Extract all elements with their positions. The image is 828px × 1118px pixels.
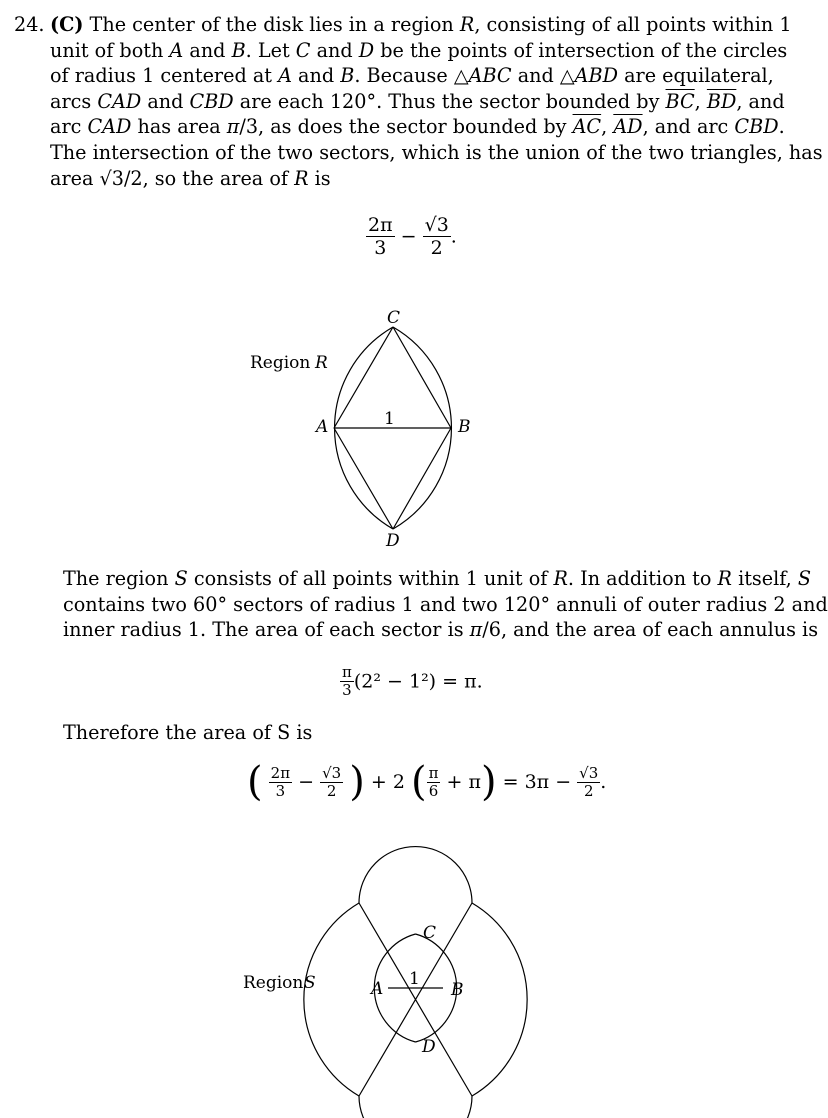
eq2-den: 3 — [342, 681, 352, 699]
eq3-end: . — [600, 771, 607, 793]
eq1-op: − — [400, 225, 417, 248]
problem-line-1: 24. (C) The center of the disk lies in a region R, consisting of all points within 1 — [14, 13, 792, 36]
problem-number: 24. — [14, 13, 45, 36]
therefore-text: Therefore the area of S is — [63, 721, 313, 744]
region-s-label: Region — [243, 973, 304, 993]
eq2-rest: (2² − 1²) = π. — [353, 670, 483, 693]
eq3-b-num: √3 — [322, 763, 342, 782]
eq2-num: π — [342, 663, 352, 681]
region-r-var: R — [315, 353, 328, 373]
eq3-equals: = 3π − — [502, 771, 572, 793]
point-a-label: A — [316, 417, 329, 437]
outer-arc-right — [472, 903, 527, 1096]
problem-line-6: The intersection of the two sectors, which is the union of the two triangles, has — [50, 140, 823, 164]
point-b-label-2: B — [451, 980, 464, 1000]
eq3-a-num: 2π — [270, 763, 291, 782]
eq1-b-den: 2 — [430, 237, 443, 259]
eq3-c-den: 6 — [428, 781, 439, 800]
segment-length-label: 1 — [384, 409, 395, 429]
point-b-label: B — [458, 417, 471, 437]
bottom-sector-arc — [359, 1096, 472, 1118]
top-sector-arc — [359, 847, 472, 903]
outer-arc-left — [304, 903, 359, 1096]
eq1-a-den: 3 — [374, 237, 387, 259]
para2-line-1: The region S consists of all points within 1 unit of R. In addition to R itself, S — [63, 567, 812, 590]
eq3-b-den: 2 — [326, 781, 337, 800]
para2-line-2: contains two 60° sectors of radius 1 and two 120° annuli of outer radius 2 and — [63, 592, 828, 616]
eq3-plus2: + 2 — [370, 771, 405, 793]
problem-line-3: of radius 1 centered at A and B. Because △ABC and △ABD are equilateral, — [50, 64, 774, 88]
para2-line-3: inner radius 1. The area of each sector is π/6, and the area of each annulus is — [63, 618, 819, 642]
answer-choice: (C) — [50, 13, 84, 36]
point-d-label-2: D — [422, 1037, 436, 1057]
eq1-b-num: √3 — [424, 214, 449, 236]
eq3-a-den: 3 — [275, 781, 286, 800]
region-s-var: S — [304, 973, 316, 993]
problem-line-5: arc CAD has area π/3, as does the sector bounded by $\overline{AC}$, $\overline{AD}$, and arc CBD. — [50, 115, 785, 139]
region-r-label: Region — [250, 353, 311, 373]
eq3-c-num: π — [428, 763, 439, 782]
point-c-label-2: C — [423, 923, 437, 943]
eq3-r-den: 2 — [583, 781, 594, 800]
segment-length-label-2: 1 — [409, 969, 420, 989]
eq3-minus: − — [298, 771, 315, 793]
problem-line-4: arcs CAD and CBD are each 120°. Thus the sector bounded by $\overline{BC}$, $\overline{BD}$, and — [50, 89, 785, 113]
problem-line-2: unit of both A and B. Let C and D be the points of intersection of the circles — [50, 38, 788, 62]
equation-area-s: ( $\frac{2\pi}{3}$ − $\frac{√3}{2}$ ) + 2 ( $\frac{\pi}{6}$ + π) = 3π − $\frac{√3}{2}$ . — [247, 759, 607, 805]
problem-line-7: area √3/2, so the area of R is — [50, 166, 331, 190]
eq1-end: . — [450, 225, 457, 248]
eq3-plus-pi: + π — [446, 771, 481, 793]
eq1-a-num: 2π — [368, 214, 393, 236]
point-a-label-2: A — [371, 979, 384, 999]
point-c-label: C — [387, 308, 401, 328]
eq3-r-num: √3 — [579, 763, 599, 782]
point-d-label: D — [386, 531, 400, 551]
